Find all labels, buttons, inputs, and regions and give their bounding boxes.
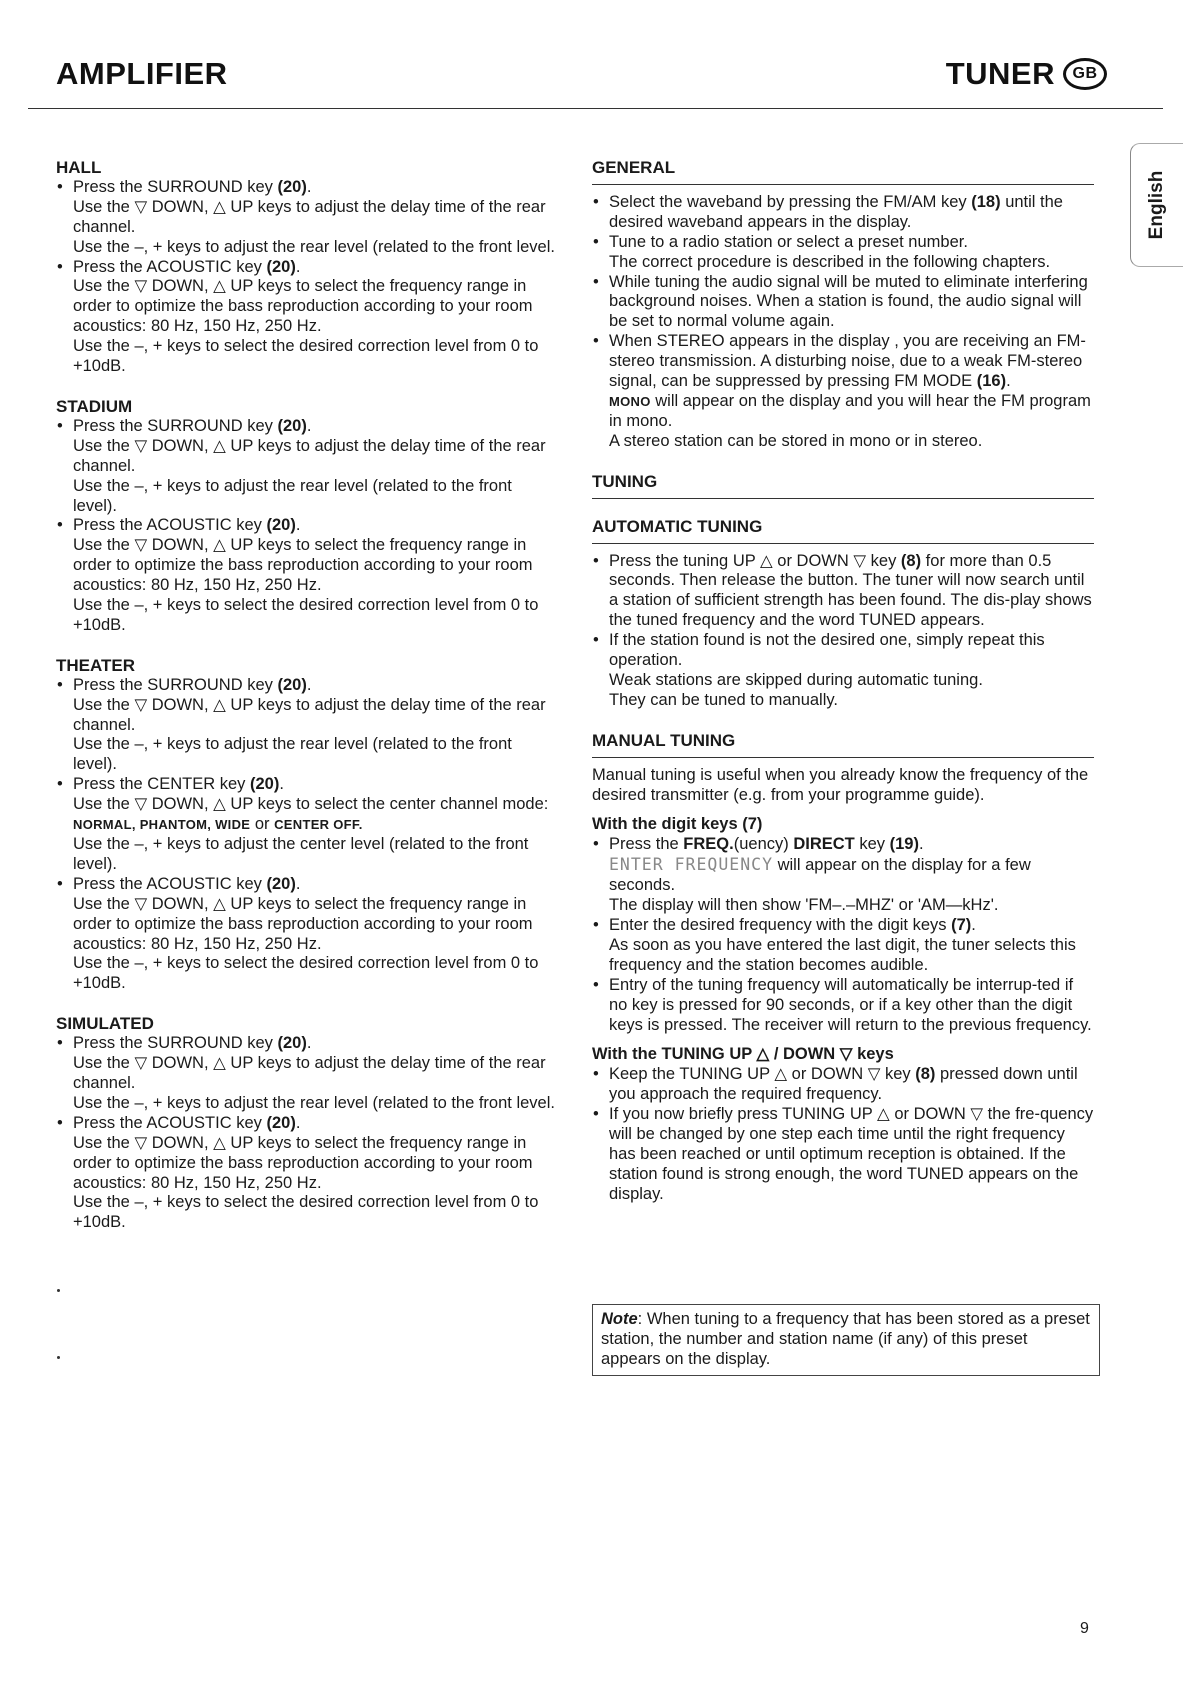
note-text: : When tuning to a frequency that has been stored as a preset station, the number and station name (if any) of this preset appears on the display.: [601, 1310, 1090, 1368]
key-ref: (8): [900, 551, 922, 570]
key-ref: (20): [249, 775, 280, 794]
page-header-right: [946, 56, 1107, 92]
text: .: [306, 416, 312, 435]
page-number: 9: [1080, 1620, 1089, 1637]
list-item: [592, 976, 1094, 1036]
text: The correct procedure is described in the following chapters.: [609, 252, 1051, 271]
manual-tuning-heading: MANUAL TUNING: [592, 731, 1094, 758]
text: .: [971, 916, 976, 934]
text: Press the SURROUND key: [73, 177, 278, 196]
page-header-title: TUNER: [945, 56, 1055, 91]
text: ,: [131, 817, 140, 833]
mode-wide: WIDE: [215, 817, 251, 833]
list-item: [592, 631, 1094, 711]
text: Use the –, + keys to adjust the center level (related to the front level).: [73, 835, 529, 873]
updown-keys-subheading: With the TUNING UP △ / DOWN ▽ keys: [592, 1045, 894, 1064]
text: for more than 0.5 seconds. Then release the button. The tuner will now search until a station of sufficient strength has been found. The dis-play shows the tuned frequency and the word TUNED appears.: [609, 551, 1092, 630]
tuning-heading: TUNING: [592, 472, 1094, 499]
text: Keep the TUNING UP △ or DOWN ▽ key: [609, 1065, 916, 1084]
text: A stereo station can be stored in mono or in stereo.: [609, 431, 983, 450]
list-item: [592, 273, 1094, 333]
text: Press the: [609, 835, 684, 854]
text: Use the ▽ DOWN, △ UP keys to select the center channel mode:: [73, 795, 549, 814]
text: Use the –, + keys to adjust the rear level (related to the front level).: [73, 735, 512, 774]
mode-center-off: CENTER OFF: [274, 817, 359, 833]
language-tab-label: English: [1146, 170, 1167, 240]
key-ref: (20): [266, 1113, 296, 1132]
list-item: [56, 258, 556, 377]
text: Press the ACOUSTIC key: [73, 874, 267, 893]
mono-indicator: MONO: [609, 393, 651, 409]
text: .: [918, 835, 924, 854]
key-ref: (20): [266, 874, 296, 893]
text: Use the –, + keys to adjust the rear level (related to the front level.: [73, 237, 555, 256]
text: ,: [207, 817, 216, 833]
text: As soon as you have entered the last digit, the tuner selects this frequency and the station becomes audible.: [609, 935, 1076, 974]
text: While tuning the audio signal will be muted to eliminate interfering background noises. When a station is found, the audio signal will be set to normal volume again.: [609, 272, 1088, 331]
text: The display will then show 'FM–.–MHZ' or 'AM—kHz'.: [609, 896, 999, 915]
key-ref: (20): [277, 1034, 307, 1053]
text: will appear on the display and you will hear the FM program in mono.: [609, 391, 1091, 430]
list-item: [592, 552, 1094, 632]
text: .: [306, 675, 312, 694]
list-item: [592, 916, 1094, 976]
text: Use the ▽ DOWN, △ UP keys to adjust the delay time of the rear channel.: [73, 1054, 546, 1092]
text: Use the –, + keys to select the desired correction level from 0 to +10dB.: [73, 596, 539, 634]
hall-heading: HALL: [56, 158, 102, 177]
language-tab: [1130, 143, 1183, 267]
list-item: [592, 233, 1094, 273]
text: Press the SURROUND key: [73, 416, 278, 435]
text: Select the waveband by pressing the FM/AM key: [609, 192, 972, 211]
key-ref: (20): [277, 675, 307, 694]
list-item: [592, 835, 1094, 916]
list-item: [592, 1065, 1094, 1105]
manual-tuning-section: [592, 731, 1094, 1205]
text: Press the ACOUSTIC key: [73, 257, 267, 276]
mode-phantom: PHANTOM: [139, 817, 208, 833]
key-ref: (8): [915, 1065, 936, 1084]
text: Press the CENTER key: [73, 775, 250, 794]
text: Press the SURROUND key: [73, 675, 278, 694]
text: Use the ▽ DOWN, △ UP keys to adjust the delay time of the rear channel.: [73, 695, 546, 734]
text: Press the SURROUND key: [73, 1034, 278, 1053]
list-item: [56, 1034, 556, 1114]
text: Entry of the tuning frequency will automatically be interrup-ted if no key is pressed for 90 seconds, or if a key other than the digit keys is pressed. The receiver will return to the previous frequency.: [609, 975, 1092, 1034]
print-dot: [57, 1356, 60, 1359]
key-ref: (7): [951, 916, 972, 934]
list-item: [592, 193, 1094, 233]
text: Press the tuning UP △ or DOWN ▽ key: [609, 551, 901, 570]
key-ref: (20): [277, 416, 307, 435]
list-item: [592, 332, 1094, 451]
text: .: [306, 177, 312, 196]
digit-keys-subheading: With the digit keys (7): [592, 815, 763, 834]
hall-section: [56, 158, 556, 377]
text: They can be tuned to manually.: [609, 690, 839, 709]
text: Use the –, + keys to select the desired correction level from 0 to +10dB.: [73, 337, 539, 376]
text: Use the ▽ DOWN, △ UP keys to select the frequency range in order to optimize the bass reproduction according to your room acoustics: 80 Hz, 150 Hz, 250 Hz.: [73, 277, 533, 336]
text: or: [250, 815, 275, 834]
key-ref: (20): [266, 257, 296, 276]
list-item: [56, 1114, 556, 1233]
text: If you now briefly press TUNING UP △ or DOWN ▽ the fre-quency will be changed by one step each time until the right frequency has been reached or until optimum reception is obtained. If the station found is strong enough, the word TUNED appears on the display.: [609, 1105, 1094, 1203]
theater-heading: THEATER: [56, 655, 136, 675]
key-ref: (19): [889, 835, 919, 854]
text: Use the –, + keys to select the desired correction level from 0 to +10dB.: [73, 1193, 539, 1232]
text: will appear on the display for a few seconds.: [609, 856, 1031, 895]
header-rule: [28, 108, 1163, 109]
print-dot: [57, 1289, 60, 1292]
key-ref: (20): [277, 177, 307, 196]
text: DIRECT: [793, 835, 855, 854]
text: until the desired waveband appears in the display.: [609, 192, 1063, 231]
list-item: [56, 417, 556, 517]
list-item: [56, 178, 556, 258]
right-column: [592, 158, 1094, 1225]
key-ref: (16): [976, 372, 1007, 391]
key-ref: (18): [971, 192, 1001, 211]
text: Press the ACOUSTIC key: [73, 516, 267, 535]
text: .: [1006, 372, 1011, 391]
text: FREQ.: [683, 835, 734, 854]
list-item: [56, 775, 556, 875]
text: .: [295, 257, 301, 276]
theater-section: [56, 656, 556, 994]
manual-tuning-intro: Manual tuning is useful when you already know the frequency of the desired transmitter (e.g. from your programme guide).: [592, 765, 1089, 804]
automatic-tuning-section: [592, 517, 1094, 711]
automatic-tuning-heading: AUTOMATIC TUNING: [592, 517, 1094, 544]
text: key: [854, 835, 890, 854]
text: When STEREO appears in the display , you are receiving an FM-stereo transmission. A disturbing noise, due to a weak FM-stereo signal, can be suppressed by pressing FM MODE: [609, 332, 1086, 391]
list-item: [592, 1105, 1094, 1205]
note-box: [592, 1304, 1100, 1376]
display-text: ENTER FREQUENCY: [609, 855, 774, 875]
key-ref: (20): [266, 516, 296, 535]
text: Weak stations are skipped during automatic tuning.: [609, 670, 983, 689]
text: pressed down until you approach the required frequency.: [609, 1065, 1078, 1104]
text: Use the –, + keys to adjust the rear level (related to the front level.: [73, 1093, 555, 1112]
simulated-section: [56, 1014, 556, 1233]
text: .: [295, 874, 301, 893]
text: (uency): [733, 835, 794, 854]
note-label: Note: [601, 1310, 638, 1328]
text: .: [295, 1113, 301, 1132]
text: If the station found is not the desired one, simply repeat this operation.: [609, 631, 1045, 670]
text: Use the ▽ DOWN, △ UP keys to select the frequency range in order to optimize the bass reproduction according to your room acoustics: 80 Hz, 150 Hz, 250 Hz.: [73, 1133, 533, 1192]
text: Tune to a radio station or select a preset number.: [609, 232, 968, 251]
text: Use the ▽ DOWN, △ UP keys to select the frequency range in order to optimize the bass reproduction according to your room acoustics: 80 Hz, 150 Hz, 250 Hz.: [73, 536, 533, 595]
text: .: [306, 1034, 312, 1053]
text: Use the –, + keys to adjust the rear level (related to the front level).: [73, 476, 512, 515]
text: Use the ▽ DOWN, △ UP keys to adjust the delay time of the rear channel.: [73, 197, 546, 236]
text: .: [295, 516, 301, 535]
text: .: [358, 817, 363, 833]
page-header-left: AMPLIFIER: [56, 56, 228, 91]
text: Use the ▽ DOWN, △ UP keys to adjust the delay time of the rear channel.: [73, 436, 546, 475]
list-item: [56, 875, 556, 994]
text: Use the ▽ DOWN, △ UP keys to select the frequency range in order to optimize the bass reproduction according to your room acoustics: 80 Hz, 150 Hz, 250 Hz.: [73, 894, 533, 953]
text: Press the ACOUSTIC key: [73, 1113, 267, 1132]
simulated-heading: SIMULATED: [56, 1014, 154, 1034]
left-column: [56, 158, 556, 1253]
stadium-section: [56, 397, 556, 636]
list-item: [56, 676, 556, 776]
mode-normal: NORMAL: [73, 817, 132, 833]
list-item: [56, 516, 556, 635]
text: Use the –, + keys to select the desired correction level from 0 to +10dB.: [73, 954, 539, 993]
general-section: [592, 158, 1094, 452]
gb-badge-icon: GB: [1063, 58, 1107, 90]
stadium-heading: STADIUM: [56, 396, 133, 416]
general-heading: GENERAL: [592, 158, 1094, 185]
text: Enter the desired frequency with the digit keys: [609, 916, 952, 934]
text: .: [279, 775, 284, 794]
